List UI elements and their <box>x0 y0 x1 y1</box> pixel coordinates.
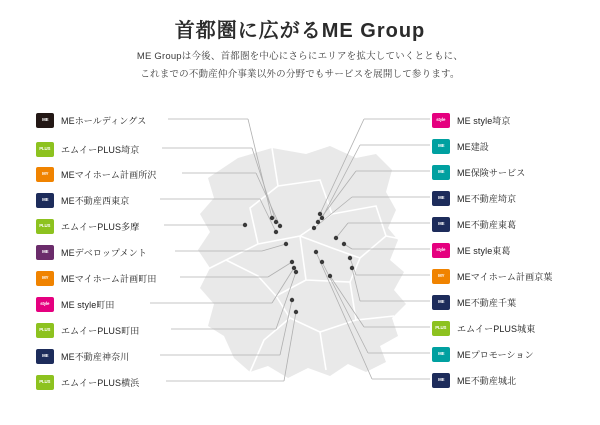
me-plus-tama-logo: PLUS <box>36 219 54 234</box>
list-item[interactable] <box>36 165 156 183</box>
kanto-region-map <box>180 140 430 390</box>
list-item-label: ME不動産埼京 <box>457 193 517 204</box>
me-fudosan-nishitokyo-logo: ME <box>36 193 54 208</box>
list-item-label: MEホールディングス <box>61 115 147 126</box>
me-fudosan-saikyo-logo: ME <box>432 191 450 206</box>
list-item[interactable] <box>432 163 525 181</box>
me-kensetsu-logo: ME <box>432 139 450 154</box>
me-fudosan-chiba-logo: ME <box>432 295 450 310</box>
me-style-machida-logo: style <box>36 297 54 312</box>
list-item[interactable] <box>432 241 511 259</box>
me-myhome-tokorozawa-logo: MY <box>36 167 54 182</box>
me-plus-yokohama-logo: PLUS <box>36 375 54 390</box>
list-item[interactable] <box>36 295 115 313</box>
me-style-saikyo-logo: style <box>432 113 450 128</box>
me-promotion-logo: ME <box>432 347 450 362</box>
list-item[interactable] <box>432 319 535 337</box>
list-item[interactable] <box>432 293 516 311</box>
list-item[interactable] <box>36 243 147 261</box>
list-item[interactable] <box>432 189 516 207</box>
list-item-label: エムイーPLUS町田 <box>61 325 140 336</box>
me-plus-machida-logo: PLUS <box>36 323 54 338</box>
list-item[interactable] <box>36 217 139 235</box>
list-item-label: エムイーPLUS埼京 <box>61 144 140 155</box>
list-item-label: ME建設 <box>457 141 489 152</box>
list-item[interactable] <box>36 321 139 339</box>
subtitle-line-2: これまでの不動産仲介事業以外の分野でもサービスを展開して参ります。 <box>140 69 460 80</box>
list-item[interactable] <box>432 267 552 285</box>
page-title: 首都圏に広がるME Group <box>174 20 426 42</box>
list-item-label: エムイーPLUS横浜 <box>61 377 140 388</box>
me-development-logo: ME <box>36 245 54 260</box>
me-fudosan-kanagawa-logo: ME <box>36 349 54 364</box>
me-plus-saikyo-logo: PLUS <box>36 142 54 157</box>
subtitle-line-1: ME Groupは今後、首都圏を中心にさらにエリアを拡大していくとともに、 <box>136 51 464 62</box>
me-plus-joto-logo: PLUS <box>432 321 450 336</box>
list-item[interactable] <box>36 347 129 365</box>
list-item-label: MEマイホーム計画町田 <box>61 273 157 284</box>
me-myhome-keiyo-logo: MY <box>432 269 450 284</box>
list-item-label: ME style埼京 <box>457 115 511 126</box>
list-item-label: ME保険サービス <box>457 167 526 178</box>
list-item[interactable] <box>36 140 139 158</box>
list-item-label: エムイーPLUS多摩 <box>61 221 140 232</box>
list-item-label: ME不動産城北 <box>457 375 517 386</box>
list-item[interactable] <box>36 269 156 287</box>
list-item[interactable] <box>36 191 129 209</box>
list-item-label: ME不動産神奈川 <box>61 351 130 362</box>
list-item-label: MEマイホーム計画京葉 <box>457 271 553 282</box>
me-fudosan-tokatsu-logo: ME <box>432 217 450 232</box>
list-item-label: エムイーPLUS城東 <box>457 323 536 334</box>
list-item[interactable] <box>432 137 489 155</box>
list-item-label: ME不動産東葛 <box>457 219 517 230</box>
list-item-label: MEマイホーム計画所沢 <box>61 169 157 180</box>
list-item-label: MEプロモーション <box>457 349 534 360</box>
list-item[interactable] <box>432 371 516 389</box>
list-item[interactable] <box>36 111 146 129</box>
list-item[interactable] <box>432 215 516 233</box>
me-style-tokatsu-logo: style <box>432 243 450 258</box>
list-item[interactable] <box>432 111 511 129</box>
list-item-label: ME不動産千葉 <box>457 297 517 308</box>
me-holdings-logo: ME <box>36 113 54 128</box>
list-item[interactable] <box>432 345 534 363</box>
list-item-label: ME style東葛 <box>457 245 511 256</box>
me-myhome-machida-logo: MY <box>36 271 54 286</box>
me-fudosan-johoku-logo: ME <box>432 373 450 388</box>
list-item-label: ME不動産西東京 <box>61 195 130 206</box>
list-item[interactable] <box>36 373 139 391</box>
list-item-label: MEデベロップメント <box>61 247 147 258</box>
list-item-label: ME style町田 <box>61 299 115 310</box>
me-hoken-service-logo: ME <box>432 165 450 180</box>
